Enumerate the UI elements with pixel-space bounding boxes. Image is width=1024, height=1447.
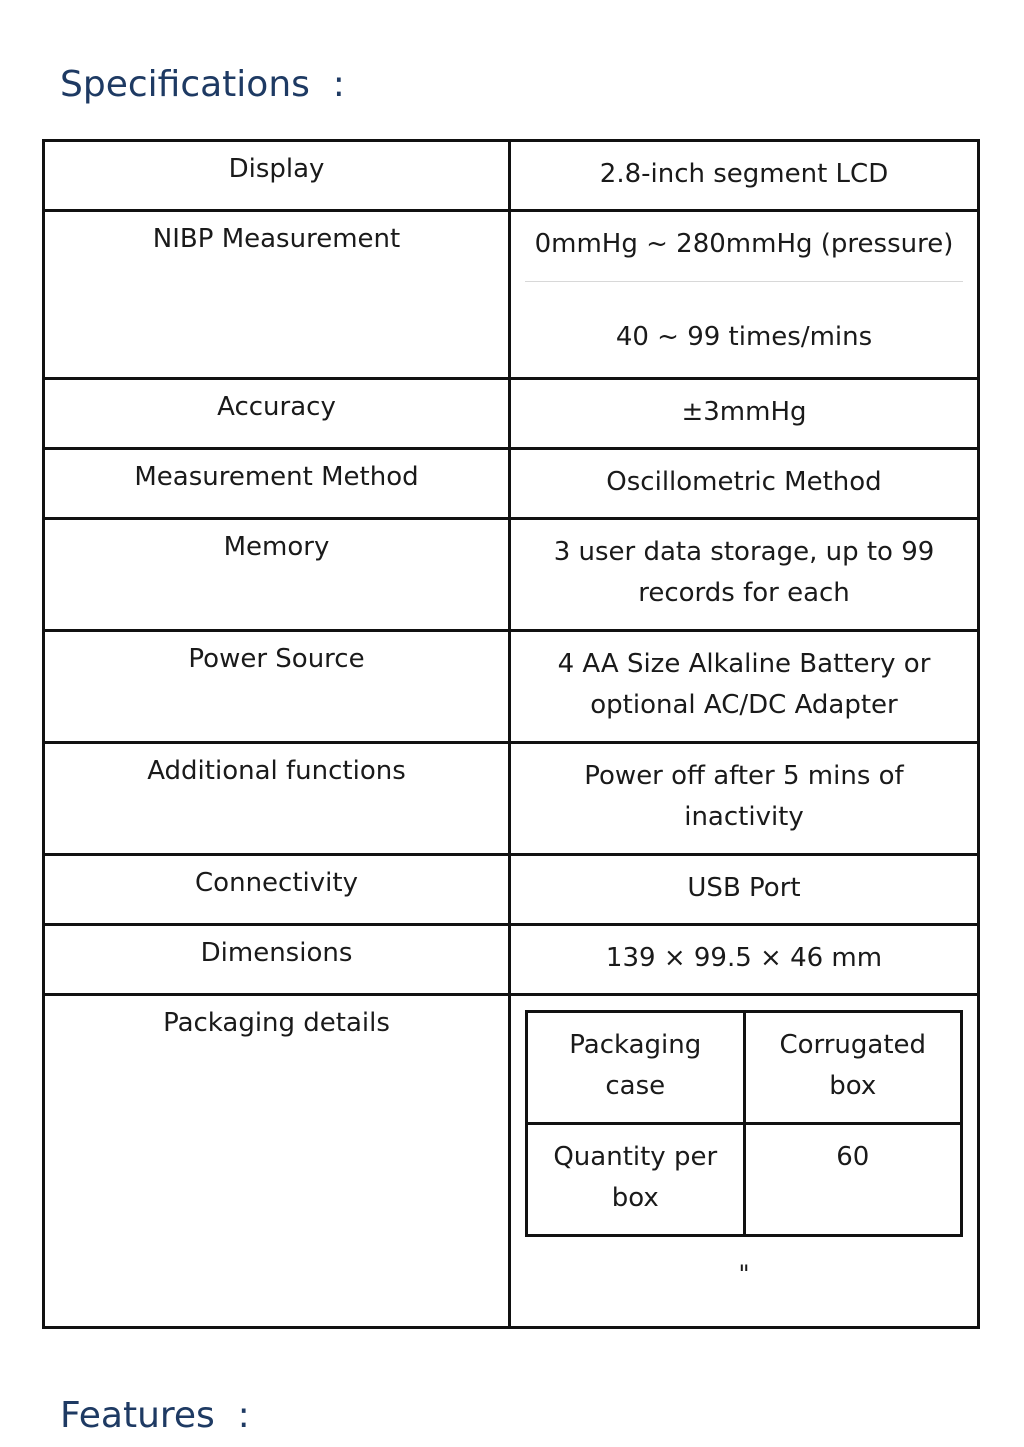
spec-value-memory: 3 user data storage, up to 99 records for each xyxy=(510,519,979,631)
spec-value-display: 2.8-inch segment LCD xyxy=(510,141,979,211)
specifications-heading: Specifications : xyxy=(60,64,345,105)
table-row xyxy=(44,995,979,1328)
spec-label-power: Power Source xyxy=(44,631,510,743)
spec-label-display: Display xyxy=(44,141,510,211)
table-row xyxy=(44,379,979,449)
table-row xyxy=(44,631,979,743)
spec-label-additional: Additional functions xyxy=(44,743,510,855)
spec-value-accuracy: ±3mmHg xyxy=(510,379,979,449)
packaging-note: " xyxy=(738,1260,750,1288)
spec-label-connectivity: Connectivity xyxy=(44,855,510,925)
spec-label-method: Measurement Method xyxy=(44,449,510,519)
table-row xyxy=(527,1012,962,1124)
spec-value-nibp xyxy=(510,211,979,379)
table-row xyxy=(44,855,979,925)
packaging-table xyxy=(525,1010,963,1237)
nibp-pressure-range: 0mmHg ~ 280mmHg (pressure) xyxy=(525,224,963,282)
quantity-per-box-label: Quantity per box xyxy=(527,1124,745,1236)
packaging-case-label: Packaging case xyxy=(527,1012,745,1124)
spec-label-packaging: Packaging details xyxy=(44,995,510,1328)
spec-value-power: 4 AA Size Alkaline Battery or optional AC/DC Adapter xyxy=(510,631,979,743)
table-row xyxy=(44,743,979,855)
packaging-case-value: Corrugated box xyxy=(744,1012,962,1124)
table-row xyxy=(44,449,979,519)
spec-value-method: Oscillometric Method xyxy=(510,449,979,519)
spec-value-connectivity: USB Port xyxy=(510,855,979,925)
table-row xyxy=(44,519,979,631)
features-heading: Features : xyxy=(60,1395,250,1436)
specifications-table xyxy=(42,139,980,1329)
spec-label-dimensions: Dimensions xyxy=(44,925,510,995)
table-row xyxy=(527,1124,962,1236)
quantity-per-box-value: 60 xyxy=(744,1124,962,1236)
spec-label-accuracy: Accuracy xyxy=(44,379,510,449)
table-row xyxy=(44,925,979,995)
spec-label-memory: Memory xyxy=(44,519,510,631)
spec-value-additional: Power off after 5 mins of inactivity xyxy=(510,743,979,855)
spec-value-packaging xyxy=(510,995,979,1328)
table-row xyxy=(44,141,979,211)
spec-value-dimensions: 139 × 99.5 × 46 mm xyxy=(510,925,979,995)
spec-label-nibp: NIBP Measurement xyxy=(44,211,510,379)
nibp-pulse-range: 40 ~ 99 times/mins xyxy=(615,322,873,352)
table-row xyxy=(44,211,979,379)
